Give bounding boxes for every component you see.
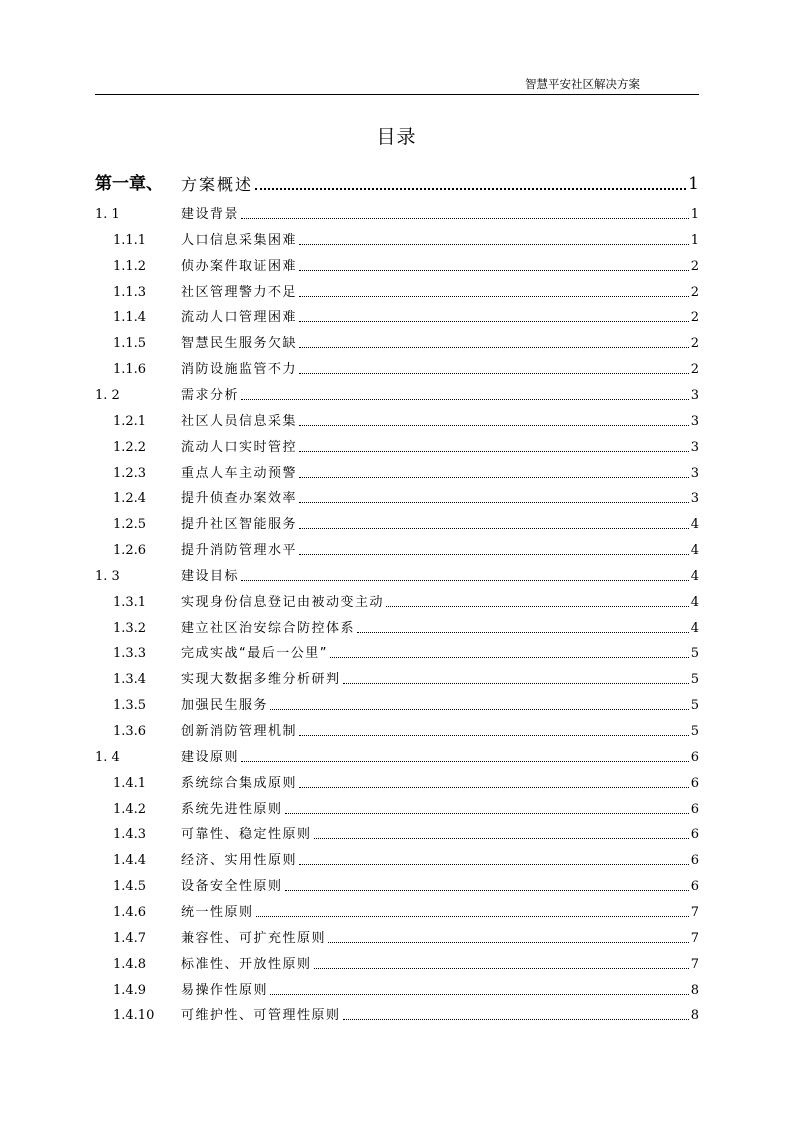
dot-leader	[241, 761, 689, 762]
toc-entry-title[interactable]: 提升消防管理水平	[181, 543, 298, 559]
toc-entry[interactable]	[0, 303, 793, 329]
toc-title: 目录	[376, 126, 417, 148]
toc-entry-title[interactable]: 流动人口管理困难	[181, 310, 298, 326]
toc-entry-number: 1.1.3	[113, 284, 147, 300]
dot-leader	[270, 994, 689, 995]
toc-entry-number: 1.2.6	[113, 543, 147, 559]
toc-entry[interactable]	[0, 355, 793, 381]
dot-leader	[343, 1019, 689, 1020]
toc-entry-title[interactable]: 可维护性、可管理性原则	[181, 1008, 341, 1024]
toc-entry-page: 3	[690, 491, 699, 507]
dot-leader	[299, 477, 689, 478]
toc-entry[interactable]	[0, 562, 793, 588]
toc-entry-title[interactable]: 统一性原则	[181, 904, 254, 920]
dot-leader	[330, 657, 689, 658]
toc-entry[interactable]	[0, 407, 793, 433]
dot-leader	[299, 451, 689, 452]
toc-entry-number: 1.1.2	[113, 258, 147, 274]
dot-leader	[314, 968, 689, 969]
toc-entry[interactable]	[0, 846, 793, 872]
toc-entry-title[interactable]: 建设背景	[181, 207, 240, 222]
toc-entry-number: 1.4.6	[113, 904, 147, 920]
dot-leader	[299, 373, 689, 374]
toc-entry[interactable]	[0, 976, 793, 1002]
toc-entry-number: 第一章、	[95, 174, 163, 194]
dot-leader	[328, 942, 689, 943]
toc-entry-page: 5	[690, 672, 699, 688]
toc-entry-title[interactable]: 可靠性、稳定性原则	[181, 827, 312, 843]
toc-entry[interactable]	[0, 639, 793, 665]
toc-entry-page: 1	[690, 207, 699, 222]
toc-entry-title[interactable]: 建立社区治安综合防控体系	[181, 620, 356, 636]
dot-leader	[241, 399, 689, 400]
toc-entry-number: 1.2.1	[113, 413, 147, 429]
toc-entry-number: 1.2.3	[113, 465, 147, 481]
toc-entry-number: 1.1.4	[113, 310, 147, 326]
toc-entry[interactable]	[0, 795, 793, 821]
toc-entry-number: 1.4.5	[113, 879, 147, 895]
toc-entry-number: 1.3.5	[113, 698, 147, 714]
toc-entry-number: 1.3.2	[113, 620, 147, 636]
toc-entry-title[interactable]: 兼容性、可扩充性原则	[181, 930, 327, 946]
toc-entry-title[interactable]: 提升社区智能服务	[181, 517, 298, 533]
toc-entry[interactable]	[0, 898, 793, 924]
toc-entry-number: 1.1.6	[113, 362, 147, 378]
toc-entry[interactable]	[0, 459, 793, 485]
dot-leader	[299, 554, 689, 555]
toc-entry-title[interactable]: 标准性、开放性原则	[181, 956, 312, 972]
toc-entry-title[interactable]: 侦办案件取证困难	[181, 258, 298, 274]
toc-entry-page: 3	[690, 413, 699, 429]
toc-entry-page: 3	[690, 439, 699, 455]
dot-leader	[299, 270, 689, 271]
toc-entry-number: 1.4.8	[113, 956, 147, 972]
toc-entry[interactable]	[0, 614, 793, 640]
toc-entry-page: 3	[690, 465, 699, 481]
toc-entry-number: 1.4.3	[113, 827, 147, 843]
toc-entry-page: 8	[690, 982, 699, 998]
toc-entry-title[interactable]: 需求分析	[181, 387, 240, 403]
toc-entry-page: 7	[690, 930, 699, 946]
toc-entry-page: 2	[690, 336, 699, 352]
toc-entry-page: 6	[690, 801, 699, 817]
toc-entry-page: 7	[690, 904, 699, 920]
dot-leader	[357, 632, 689, 633]
toc-entry[interactable]	[0, 329, 793, 355]
toc-entry-title[interactable]: 提升侦查办案效率	[181, 491, 298, 507]
toc-entry-page: 4	[690, 543, 699, 559]
toc-entry[interactable]	[0, 872, 793, 898]
toc-entry-title[interactable]: 建设原则	[181, 749, 240, 765]
dot-leader	[299, 787, 689, 788]
toc-entry[interactable]	[0, 743, 793, 769]
toc-entry-title[interactable]: 方案概述	[181, 175, 254, 194]
toc-entry-title[interactable]: 社区人员信息采集	[181, 413, 298, 429]
toc-entry-page: 6	[690, 853, 699, 869]
dot-leader	[256, 916, 689, 917]
dot-leader	[314, 838, 689, 839]
toc-entry-number: 1.2.2	[113, 439, 147, 455]
toc-entry-number: 1.3.6	[113, 724, 147, 739]
toc-entry[interactable]	[0, 510, 793, 536]
toc-entry[interactable]	[0, 278, 793, 304]
dot-leader	[241, 218, 689, 219]
toc-entry[interactable]	[0, 665, 793, 691]
dot-leader	[270, 709, 689, 710]
toc-entry[interactable]	[0, 252, 793, 278]
toc-entry-page: 4	[690, 568, 699, 584]
toc-entry-number: 1.1.1	[113, 232, 147, 248]
dot-leader	[255, 188, 686, 190]
toc-entry[interactable]	[0, 226, 793, 252]
toc-entry-number: 1.4.2	[113, 801, 147, 817]
toc-entry-title[interactable]: 消防设施监管不力	[181, 362, 298, 378]
dot-leader	[285, 890, 689, 891]
toc-entry-page: 5	[690, 646, 699, 662]
dot-leader	[299, 347, 689, 348]
toc-entry-title[interactable]: 人口信息采集困难	[181, 232, 298, 248]
toc-entry-number: 1.4.4	[113, 853, 147, 869]
toc-entry[interactable]	[0, 1001, 793, 1027]
toc-entry-title[interactable]: 易操作性原则	[181, 982, 269, 998]
toc-entry-number: 1.1.5	[113, 336, 147, 352]
toc-entry-number: 1.3.3	[113, 646, 147, 662]
running-header: 智慧平安社区解决方案	[525, 77, 640, 91]
toc-entry-page: 6	[690, 879, 699, 895]
toc-entry-page: 1	[688, 174, 699, 194]
toc-entry[interactable]	[0, 691, 793, 717]
toc-entry-title[interactable]: 加强民生服务	[181, 698, 269, 714]
toc-entry-title[interactable]: 重点人车主动预警	[181, 465, 298, 481]
toc-entry-title[interactable]: 智慧民生服务欠缺	[181, 336, 298, 352]
toc-entry-page: 2	[690, 310, 699, 326]
toc-entry-title[interactable]: 建设目标	[181, 568, 240, 584]
toc-entry[interactable]	[0, 924, 793, 950]
toc-entry[interactable]	[0, 381, 793, 407]
dot-leader	[299, 296, 689, 297]
toc-entry-page: 2	[690, 284, 699, 300]
toc-entry-number: 1.4.7	[113, 930, 147, 946]
toc-entry-page: 8	[690, 1008, 699, 1024]
dot-leader	[299, 244, 689, 245]
toc-entry-page: 6	[690, 775, 699, 791]
toc-entry-page: 4	[690, 594, 699, 610]
toc-entry-number: 1.2.4	[113, 491, 147, 507]
toc-entry-number: 1.3.4	[113, 672, 147, 688]
toc-entry-title[interactable]: 创新消防管理机制	[181, 724, 298, 739]
toc-entry[interactable]	[0, 200, 793, 226]
dot-leader	[343, 683, 689, 684]
toc-entry[interactable]	[0, 769, 793, 795]
toc-entry-title[interactable]: 流动人口实时管控	[181, 439, 298, 455]
dot-leader	[285, 813, 689, 814]
dot-leader	[299, 864, 689, 865]
toc-entry-title[interactable]: 系统先进性原则	[181, 801, 283, 817]
toc-entry-title[interactable]: 实现大数据多维分析研判	[181, 672, 341, 688]
toc-entry-title[interactable]: 实现身份信息登记由被动变主动	[181, 594, 385, 610]
toc-entry-page: 1	[690, 232, 699, 248]
toc-entry-page: 2	[690, 362, 699, 378]
toc-entry-title[interactable]: 经济、实用性原则	[181, 853, 298, 869]
dot-leader	[386, 606, 689, 607]
toc-entry-page: 3	[690, 387, 699, 403]
toc-entry-title[interactable]: 设备安全性原则	[181, 879, 283, 895]
toc-entry-number: 1. 1	[95, 207, 120, 222]
dot-leader	[299, 528, 689, 529]
toc-entry-number: 1.2.5	[113, 517, 147, 533]
dot-leader	[299, 502, 689, 503]
toc-entry[interactable]	[0, 588, 793, 614]
toc-entry-page: 5	[690, 698, 699, 714]
toc-entry-number: 1. 2	[95, 387, 120, 403]
toc-entry[interactable]	[0, 820, 793, 846]
toc-entry-number: 1.4.10	[113, 1008, 155, 1024]
toc-entry-page: 4	[690, 620, 699, 636]
toc-entry-page: 6	[690, 827, 699, 843]
toc-entry-page: 5	[690, 724, 699, 739]
toc-entry[interactable]	[0, 433, 793, 459]
dot-leader	[299, 321, 689, 322]
toc-entry-title[interactable]: 完成实战“最后一公里”	[181, 646, 328, 662]
toc-entry-number: 1. 4	[95, 749, 120, 765]
toc-entry-title[interactable]: 系统综合集成原则	[181, 775, 298, 791]
dot-leader	[299, 425, 689, 426]
toc-entry-page: 7	[690, 956, 699, 972]
dot-leader	[241, 580, 689, 581]
toc-entry-page: 2	[690, 258, 699, 274]
toc-entry-page: 6	[690, 749, 699, 765]
toc-entry[interactable]	[0, 484, 793, 510]
toc-entry[interactable]	[0, 536, 793, 562]
toc-entry-number: 1.3.1	[113, 594, 147, 610]
toc-entry-number: 1.4.9	[113, 982, 147, 998]
toc-entry-title[interactable]: 社区管理警力不足	[181, 284, 298, 300]
toc-entry[interactable]	[0, 950, 793, 976]
toc-entry-number: 1. 3	[95, 568, 120, 584]
toc-entry[interactable]	[0, 717, 793, 743]
toc-entry-page: 4	[690, 517, 699, 533]
dot-leader	[299, 735, 689, 736]
header-divider	[95, 94, 699, 95]
toc-entry[interactable]	[0, 170, 793, 196]
toc-entry-number: 1.4.1	[113, 775, 147, 791]
